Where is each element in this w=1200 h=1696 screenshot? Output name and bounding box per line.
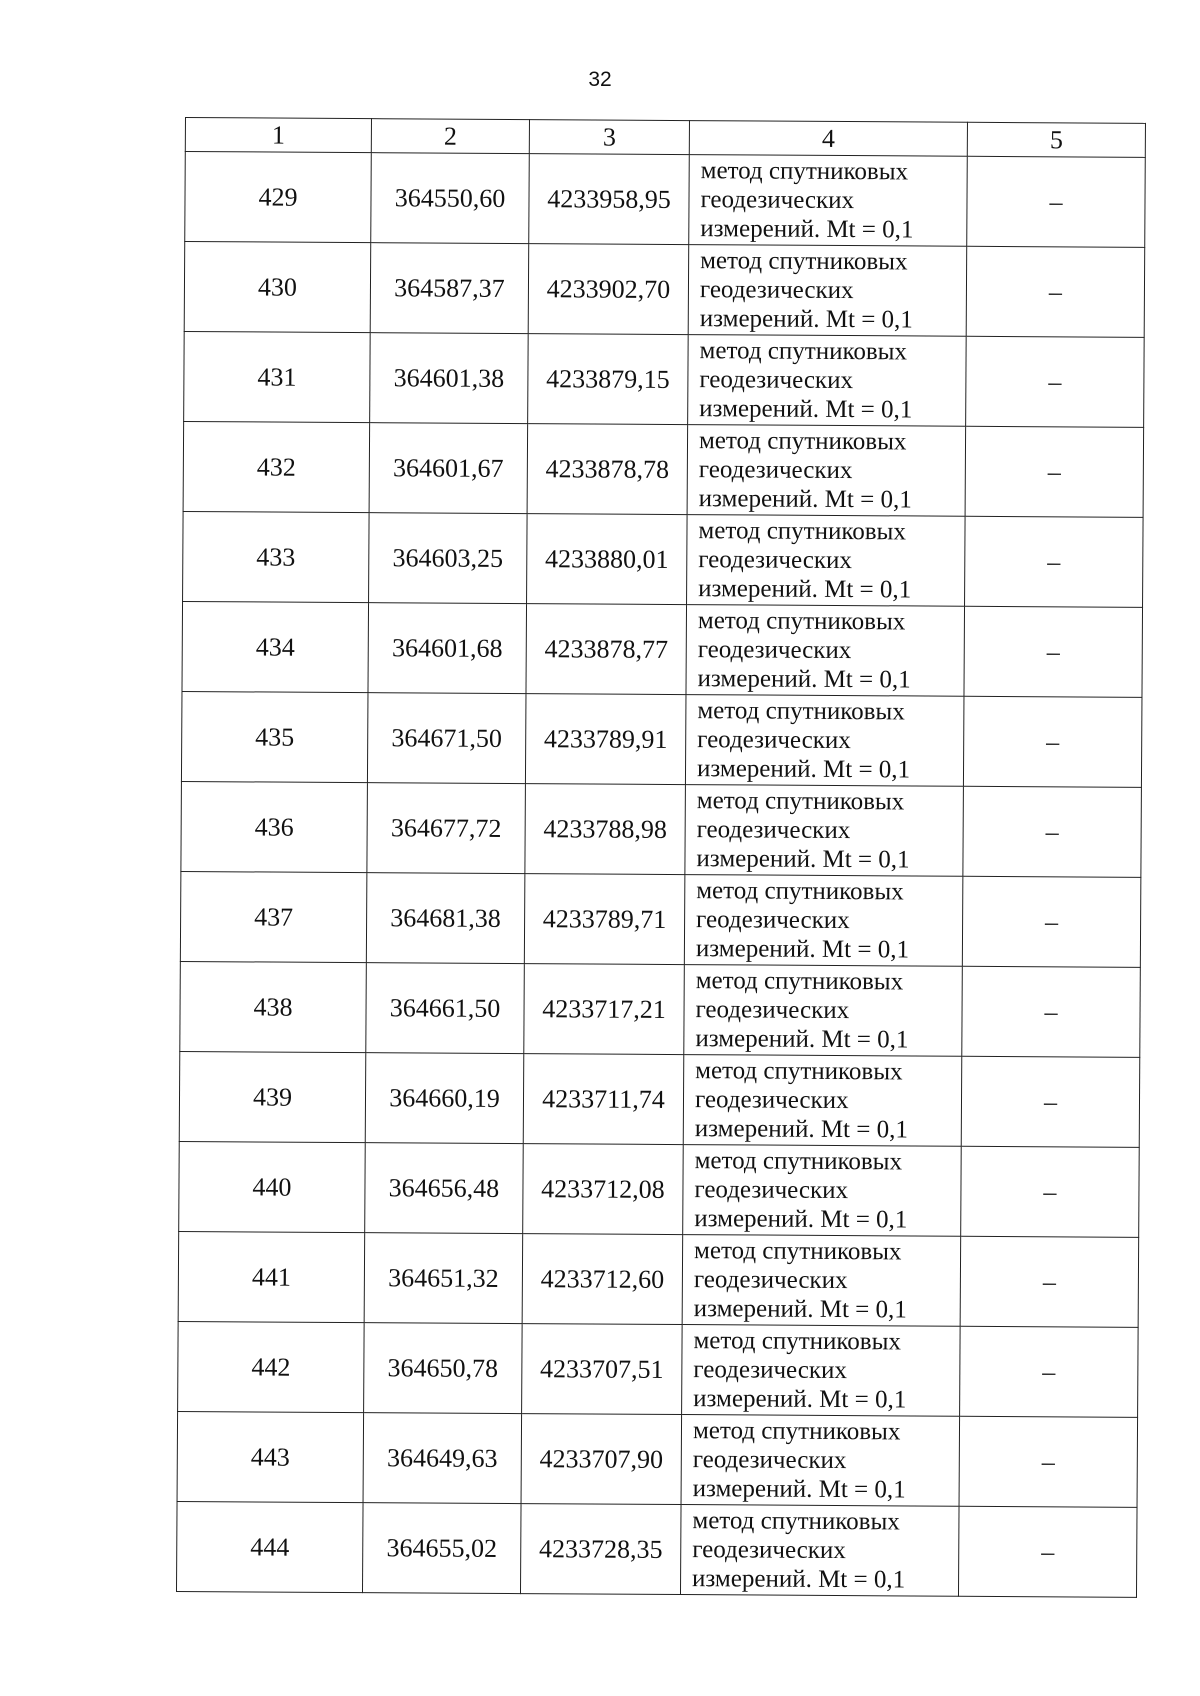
coordinate-x-cell: 364651,32 <box>364 1233 523 1324</box>
table-row <box>179 1141 1140 1237</box>
method-line: геодезических <box>699 366 854 395</box>
coordinate-y-cell: 4233788,98 <box>525 784 686 875</box>
coordinate-y-cell: 4233789,91 <box>525 694 686 785</box>
method-line: метод спутниковых <box>694 1147 903 1176</box>
coordinate-y-cell: 4233958,95 <box>529 154 690 245</box>
table-row <box>181 691 1142 787</box>
method-line: измерений. Mt = 0,1 <box>695 1025 909 1054</box>
method-line: геодезических <box>699 276 854 305</box>
method-line: метод спутниковых <box>695 967 904 996</box>
method-line: геодезических <box>697 636 852 665</box>
table-header <box>185 118 1145 158</box>
table-row <box>184 242 1145 338</box>
coordinate-y-cell: 4233789,71 <box>524 874 685 965</box>
point-number-cell: 438 <box>180 961 367 1052</box>
note-cell: – <box>966 336 1145 427</box>
method-line: измерений. Mt = 0,1 <box>694 1205 908 1234</box>
coordinate-x-cell: 364603,25 <box>369 513 528 604</box>
coordinate-y-cell: 4233880,01 <box>527 514 688 605</box>
method-line: метод спутниковых <box>692 1507 900 1536</box>
coordinate-x-cell: 364671,50 <box>367 693 526 784</box>
method-line: геодезических <box>693 1356 848 1385</box>
coordinate-x-cell: 364650,78 <box>364 1323 523 1414</box>
point-number-cell: 436 <box>181 781 368 872</box>
point-number-cell: 430 <box>184 242 371 333</box>
method-line: измерений. Mt = 0,1 <box>698 575 912 604</box>
method-cell <box>689 155 968 247</box>
point-number-cell: 443 <box>177 1411 364 1502</box>
method-line: геодезических <box>692 1536 846 1565</box>
note-cell: – <box>960 1236 1139 1327</box>
table-row <box>183 421 1144 517</box>
method-line: измерений. Mt = 0,1 <box>696 755 911 784</box>
note-cell: – <box>965 516 1144 607</box>
method-line: геодезических <box>698 546 852 575</box>
page-number: 32 <box>588 68 612 91</box>
method-line: геодезических <box>693 1266 848 1295</box>
coordinate-y-cell: 4233902,70 <box>528 244 689 335</box>
table-row <box>182 601 1143 697</box>
method-line: измерений. Mt = 0,1 <box>696 845 910 874</box>
table-row <box>178 1321 1139 1417</box>
coordinates-table <box>176 117 1146 1598</box>
note-cell: – <box>962 876 1141 967</box>
coordinate-x-cell: 364677,72 <box>367 783 526 874</box>
coordinate-x-cell: 364601,38 <box>370 333 529 424</box>
method-cell <box>680 1505 959 1597</box>
coordinate-x-cell: 364601,68 <box>368 603 527 694</box>
method-line: метод спутниковых <box>696 877 904 906</box>
method-cell <box>686 605 965 697</box>
coordinate-y-cell: 4233707,90 <box>521 1414 682 1505</box>
method-cell <box>684 875 963 967</box>
note-cell: – <box>964 606 1143 697</box>
method-cell <box>683 1145 962 1237</box>
header-col-4: 4 <box>689 121 967 157</box>
note-cell: – <box>963 786 1142 877</box>
table-row <box>179 1051 1140 1147</box>
coordinate-x-cell: 364550,60 <box>371 153 530 244</box>
point-number-cell: 442 <box>178 1321 365 1412</box>
coordinate-x-cell: 364681,38 <box>366 873 525 964</box>
method-line: измерений. Mt = 0,1 <box>697 665 911 694</box>
method-line: метод спутниковых <box>697 607 906 636</box>
header-row <box>185 118 1145 158</box>
method-line: измерений. Mt = 0,1 <box>694 1115 908 1144</box>
point-number-cell: 440 <box>179 1141 366 1232</box>
method-cell <box>688 335 967 427</box>
table-row <box>178 1231 1139 1327</box>
method-cell <box>681 1415 960 1507</box>
method-cell <box>684 965 963 1057</box>
header-col-5: 5 <box>967 122 1145 157</box>
point-number-cell: 433 <box>183 511 370 602</box>
method-line: измерений. Mt = 0,1 <box>693 1385 907 1414</box>
note-cell: – <box>966 246 1145 337</box>
note-cell: – <box>960 1326 1139 1417</box>
note-cell: – <box>965 426 1144 517</box>
method-line: геодезических <box>695 996 850 1025</box>
point-number-cell: 439 <box>179 1051 366 1142</box>
coordinate-y-cell: 4233707,51 <box>522 1324 683 1415</box>
note-cell: – <box>961 1146 1140 1237</box>
method-line: геодезических <box>696 816 851 845</box>
point-number-cell: 431 <box>184 331 371 422</box>
method-line: геодезических <box>694 1176 849 1205</box>
table-row <box>180 961 1141 1057</box>
method-line: геодезических <box>698 456 853 485</box>
method-line: геодезических <box>696 906 850 935</box>
method-line: измерений. Mt = 0,1 <box>695 935 910 964</box>
coordinate-y-cell: 4233878,77 <box>526 604 687 695</box>
coordinate-x-cell: 364649,63 <box>363 1413 522 1504</box>
method-line: геодезических <box>692 1446 847 1475</box>
method-line: геодезических <box>694 1086 849 1115</box>
method-cell <box>687 425 966 517</box>
coordinate-y-cell: 4233879,15 <box>528 334 689 425</box>
point-number-cell: 435 <box>181 691 368 782</box>
method-line: измерений. Mt = 0,1 <box>700 215 914 244</box>
method-line: метод спутниковых <box>700 247 908 276</box>
method-line: метод спутниковых <box>697 697 905 726</box>
point-number-cell: 432 <box>183 421 370 512</box>
method-line: метод спутниковых <box>699 337 908 366</box>
coordinate-y-cell: 4233712,08 <box>523 1144 684 1235</box>
method-line: метод спутниковых <box>695 1057 903 1086</box>
coordinate-y-cell: 4233878,78 <box>527 424 688 515</box>
method-line: метод спутниковых <box>698 427 907 456</box>
method-line: метод спутниковых <box>698 517 906 546</box>
coordinate-y-cell: 4233711,74 <box>523 1054 684 1145</box>
point-number-cell: 441 <box>178 1231 365 1322</box>
header-col-3: 3 <box>529 120 689 155</box>
method-line: измерений. Mt = 0,1 <box>698 485 912 514</box>
table-body <box>176 152 1145 1598</box>
method-line: метод спутниковых <box>694 1237 902 1266</box>
method-line: геодезических <box>700 186 855 215</box>
point-number-cell: 434 <box>182 601 369 692</box>
method-line: метод спутниковых <box>700 157 909 186</box>
note-cell: – <box>959 1416 1138 1507</box>
note-cell: – <box>958 1506 1137 1597</box>
method-line: измерений. Mt = 0,1 <box>699 305 913 334</box>
method-cell <box>687 515 966 607</box>
method-line: измерений. Mt = 0,1 <box>692 1475 906 1504</box>
table-row <box>183 511 1144 607</box>
method-line: метод спутниковых <box>692 1417 901 1446</box>
method-cell <box>685 785 964 877</box>
method-cell <box>685 695 964 787</box>
table-row <box>177 1411 1138 1507</box>
point-number-cell: 437 <box>180 871 367 962</box>
point-number-cell: 429 <box>185 152 372 243</box>
method-cell <box>688 245 967 337</box>
table-row <box>180 871 1141 967</box>
coordinate-x-cell: 364655,02 <box>362 1503 521 1594</box>
method-line: метод спутниковых <box>696 787 905 816</box>
coordinate-x-cell: 364601,67 <box>369 423 528 514</box>
method-line: метод спутниковых <box>693 1327 902 1356</box>
note-cell: – <box>967 156 1146 247</box>
coordinate-x-cell: 364656,48 <box>365 1143 524 1234</box>
header-col-2: 2 <box>371 119 529 154</box>
coordinate-x-cell: 364660,19 <box>365 1053 524 1144</box>
coordinate-y-cell: 4233717,21 <box>524 964 685 1055</box>
note-cell: – <box>961 1056 1140 1147</box>
table-row <box>176 1501 1137 1597</box>
method-cell <box>682 1325 961 1417</box>
method-line: измерений. Mt = 0,1 <box>691 1565 906 1594</box>
table-row <box>185 152 1146 248</box>
header-col-1: 1 <box>185 118 371 153</box>
coordinate-x-cell: 364587,37 <box>370 243 529 334</box>
note-cell: – <box>963 696 1142 787</box>
coordinate-y-cell: 4233728,35 <box>520 1504 681 1595</box>
coordinate-x-cell: 364661,50 <box>366 963 525 1054</box>
table-row <box>184 331 1145 427</box>
method-line: измерений. Mt = 0,1 <box>699 395 913 424</box>
table-row <box>181 781 1142 877</box>
method-cell <box>682 1235 961 1327</box>
point-number-cell: 444 <box>176 1501 363 1592</box>
method-cell <box>683 1055 962 1147</box>
coordinate-y-cell: 4233712,60 <box>522 1234 683 1325</box>
method-line: геодезических <box>697 726 851 755</box>
note-cell: – <box>962 966 1141 1057</box>
method-line: измерений. Mt = 0,1 <box>693 1295 907 1324</box>
